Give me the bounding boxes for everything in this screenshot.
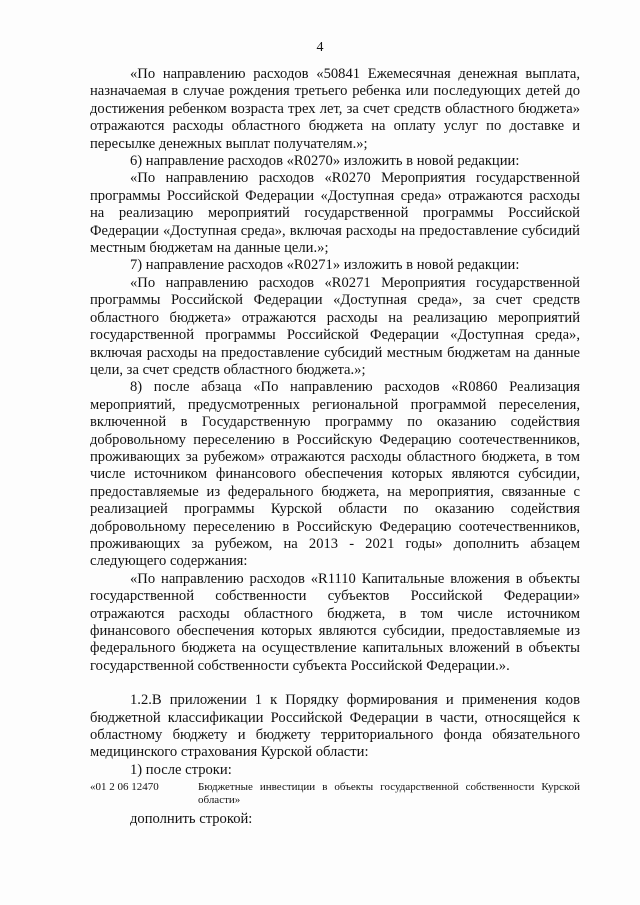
table-row xyxy=(90,781,580,807)
spacer xyxy=(90,675,580,692)
tail-text: дополнить строкой: xyxy=(130,811,253,828)
paragraph-r0271: «По направлению расходов «R0271 Мероприятия государственной программы Российской Федерации «Доступная среда», за счет средств областного бюджета» отражаются расходы на реализацию мероприятий государственной программы Российской Федерации «Доступная среда», включая расходы на предоставление субсидий местным бюджетам на данные цели, за счет средств областного бюджета.»; xyxy=(90,274,580,378)
paragraph-r1110: «По направлению расходов «R1110 Капитальные вложения в объекты государственной собственности субъектов Российской Федерации» отражаются расходы областного бюджета, в том числе источником финансового обеспечения которых являются субсидии, предоставляемые из федерального бюджета на осуществление капитальных вложений в объекты государственной собственности субъекта Российской Федерации.». xyxy=(90,570,580,674)
row-code: «01 2 06 12470 xyxy=(90,781,159,794)
paragraph-50841: «По направлению расходов «50841 Ежемесячная денежная выплата, назначаемая в случае рождения третьего ребенка или последующих детей до достижения ребенком возраста трех лет, за счет средств областного бюджета» отражаются расходы областного бюджета на оплату услуг по доставке и пересылке денежных выплат получателям.»; xyxy=(90,66,580,152)
section-1-2: 1.2.В приложении 1 к Порядку формирования и применения кодов бюджетной классификации Российской Федерации в части, относящейся к областному бюджету и бюджету территориального фонда обязательного медицинского страхования Курской области: xyxy=(90,692,580,761)
paragraph-item-7: 7) направление расходов «R0271» изложить в новой редакции: xyxy=(130,257,520,274)
row-description: Бюджетные инвестиции в объекты государственной собственности Курской области» xyxy=(198,781,580,807)
document-body xyxy=(90,66,580,829)
sub-item-1: 1) после строки: xyxy=(130,761,232,778)
page-number: 4 xyxy=(316,40,324,55)
paragraph-item-6: 6) направление расходов «R0270» изложить в новой редакции: xyxy=(130,153,520,170)
paragraph-item-8: 8) после абзаца «По направлению расходов «R0860 Реализация мероприятий, предусмотренных региональной программой переселения, включенной в Государственную программу по оказанию содействия добровольному переселению в Российскую Федерацию соотечественников, проживающих за рубежом» отражаются расходы областного бюджета, в том числе источником финансового обеспечения которых являются субсидии, предоставляемые из федерального бюджета, на мероприятия, связанные с реализацией программы Курской области по оказанию содействия добровольному переселению в Российскую Федерацию соотечественников, проживающих за рубежом, на 2013 - 2021 годы» дополнить абзацем следующего содержания: xyxy=(90,379,580,570)
paragraph-r0270: «По направлению расходов «R0270 Мероприятия государственной программы Российской Федерации «Доступная среда» отражаются расходы на реализацию мероприятий государственной программы Российской Федерации «Доступная среда», включая расходы на предоставление субсидий местным бюджетам на данные цели.»; xyxy=(90,170,580,257)
